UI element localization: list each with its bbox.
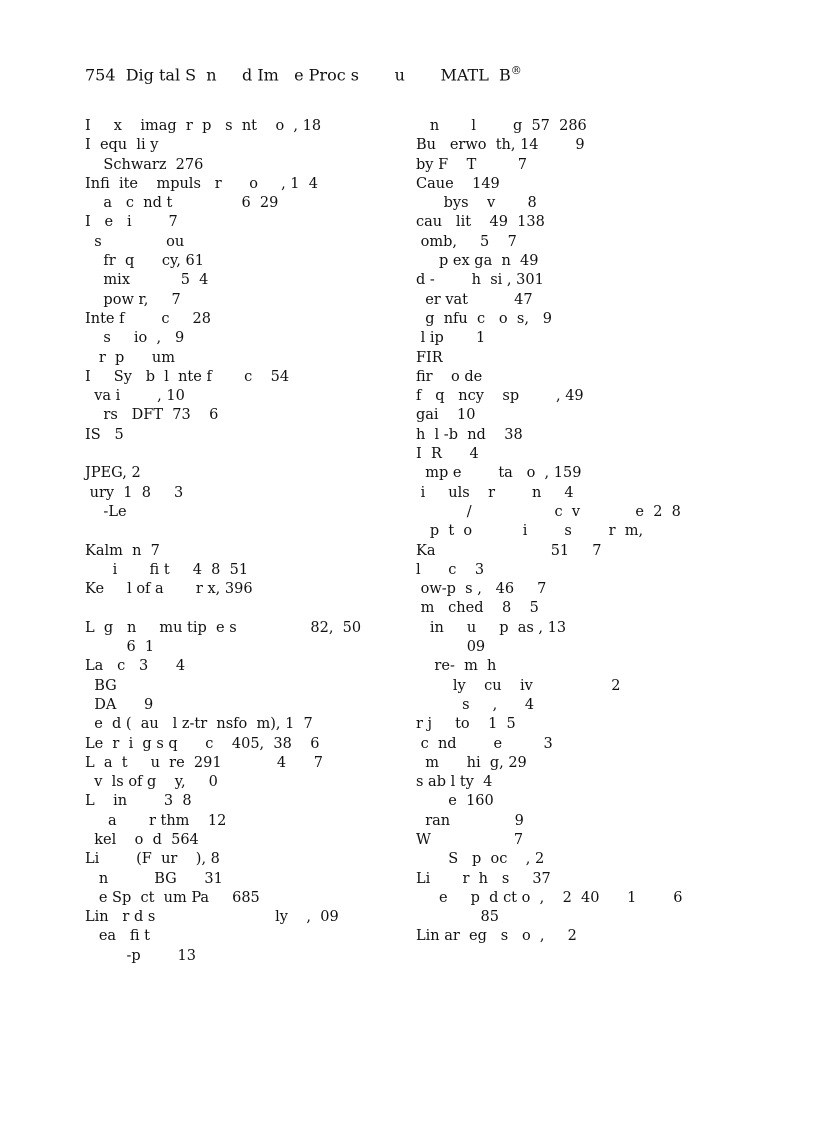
index-entry: mix 5 4 [85, 272, 209, 289]
index-entry: v ls of g y, 0 [85, 774, 218, 791]
page-header [85, 64, 522, 84]
index-entry: ly cu iv 2 [416, 677, 621, 694]
index-column-right [416, 117, 796, 947]
index-entry: a r thm 12 [85, 812, 227, 829]
index-entry: Schwarz 276 [85, 156, 204, 173]
index-entry: e Sp ct um Pa 685 [85, 889, 260, 906]
index-entry: BG [85, 677, 117, 694]
index-entry: Kalm n 7 [85, 542, 160, 559]
index-entry: Ka 51 7 [416, 542, 602, 559]
index-entry: I equ li y [85, 137, 159, 154]
index-entry: kel o d 564 [85, 831, 199, 848]
index-entry: s , 4 [416, 696, 535, 713]
index-entry: pow r, 7 [85, 291, 181, 308]
index-entry: i uls r n 4 [416, 484, 574, 501]
index-entry: -p 13 [85, 947, 196, 964]
index-entry: Li (F ur ), 8 [85, 851, 220, 868]
index-entry: ea fi t [85, 928, 150, 945]
index-section-gap [85, 522, 415, 541]
index-entry: mp e ta o , 159 [416, 465, 582, 482]
index-entry: DA 9 [85, 696, 154, 713]
index-entry: r p um [85, 349, 176, 366]
index-entry: Lin ar eg s o , 2 [416, 928, 577, 945]
index-entry: h l -b nd 38 [416, 426, 523, 443]
index-entry: in u p as , 13 [416, 619, 567, 636]
index-entry: I Sy b l nte f c 54 [85, 368, 290, 385]
index-entry: s ab l ty 4 [416, 774, 493, 791]
index-entry: m hi g, 29 [416, 754, 527, 771]
index-entry: I x imag r p s nt o , 18 [85, 118, 322, 134]
index-entry: L in 3 8 [85, 793, 192, 810]
index-entry: 09 [416, 639, 486, 656]
index-entry: cau lit 49 138 [416, 214, 545, 231]
index-entry: s io , 9 [85, 330, 185, 347]
index-entry: gai 10 [416, 407, 476, 424]
index-entry: Li r h s 37 [416, 870, 551, 887]
index-entry: l ip 1 [416, 330, 486, 347]
index-entry: Bu erwo th, 14 9 [416, 137, 585, 154]
index-entry: JPEG, 2 [85, 465, 141, 482]
index-column-left [85, 117, 415, 966]
index-entry: fir o de [416, 368, 483, 385]
index-entry: I e i 7 [85, 214, 178, 231]
index-entry: 85 [416, 909, 499, 926]
index-entry: re- m h [416, 658, 497, 675]
index-entry: omb, 5 7 [416, 233, 517, 250]
index-entry: e p d ct o , 2 40 1 6 [416, 889, 683, 906]
index-entry: r j to 1 5 [416, 716, 516, 733]
index-entry: l c 3 [416, 561, 485, 578]
index-entry: p ex ga n 49 [416, 253, 539, 270]
index-entry: bys v 8 [416, 195, 537, 212]
index-entry: s ou [85, 233, 185, 250]
index-entry: / c v e 2 8 [416, 503, 681, 520]
index-entry: a c nd t 6 29 [85, 195, 279, 212]
index-entry: f q ncy sp , 49 [416, 388, 584, 405]
index-entry: va i , 10 [85, 388, 185, 405]
index-entry: fr q cy, 61 [85, 253, 204, 270]
index-entry: Caue 149 [416, 175, 500, 192]
index-entry: ran 9 [416, 812, 524, 829]
index-entry: n BG 31 [85, 870, 223, 887]
index-entry: FIR [416, 349, 443, 366]
index-entry: L g n mu tip e s 82, 50 [85, 619, 362, 636]
index-entry: 6 1 [85, 639, 155, 656]
index-entry: e 160 [416, 793, 494, 810]
index-entry: L a t u re 291 4 7 [85, 754, 323, 771]
index-entry: by F T 7 [416, 156, 527, 173]
index-entry: -Le [85, 503, 127, 520]
index-entry: i fi t 4 8 51 [85, 561, 249, 578]
index-entry: d - h si , 301 [416, 272, 544, 289]
index-entry: p t o i s r m, [416, 523, 644, 540]
index-entry: Lin r d s ly , 09 [85, 909, 339, 926]
index-entry: S p oc , 2 [416, 851, 545, 868]
index-entry: rs DFT 73 6 [85, 407, 219, 424]
index-entry: c nd e 3 [416, 735, 553, 752]
index-entry: IS 5 [85, 426, 124, 443]
index-entry: m ched 8 5 [416, 600, 539, 617]
index-entry: Inte f c 28 [85, 310, 211, 327]
index-entry: W 7 [416, 831, 524, 848]
index-entry: n l g 57 286 [416, 118, 587, 134]
running-title: Dig tal S n d Im e Proc s u MATL B [125, 65, 511, 85]
index-entry: Infi ite mpuls r o , 1 4 [85, 175, 318, 192]
index-entry: Ke l of a r x, 396 [85, 581, 253, 598]
index-entry: ury 1 8 3 [85, 484, 184, 501]
index-entry: I R 4 [416, 446, 479, 463]
index-entry: g nfu c o s, 9 [416, 310, 552, 327]
index-entry: er vat 47 [416, 291, 533, 308]
index-section-gap [85, 599, 415, 618]
index-section-gap [85, 445, 415, 464]
index-entry: ow-p s , 46 7 [416, 581, 547, 598]
page-number: 754 [85, 65, 116, 85]
index-entry: La c 3 4 [85, 658, 186, 675]
registered-mark: ® [510, 64, 522, 77]
index-entry: e d ( au l z-tr nsfo m), 1 7 [85, 716, 313, 733]
index-entry: Le r i g s q c 405, 38 6 [85, 735, 320, 752]
